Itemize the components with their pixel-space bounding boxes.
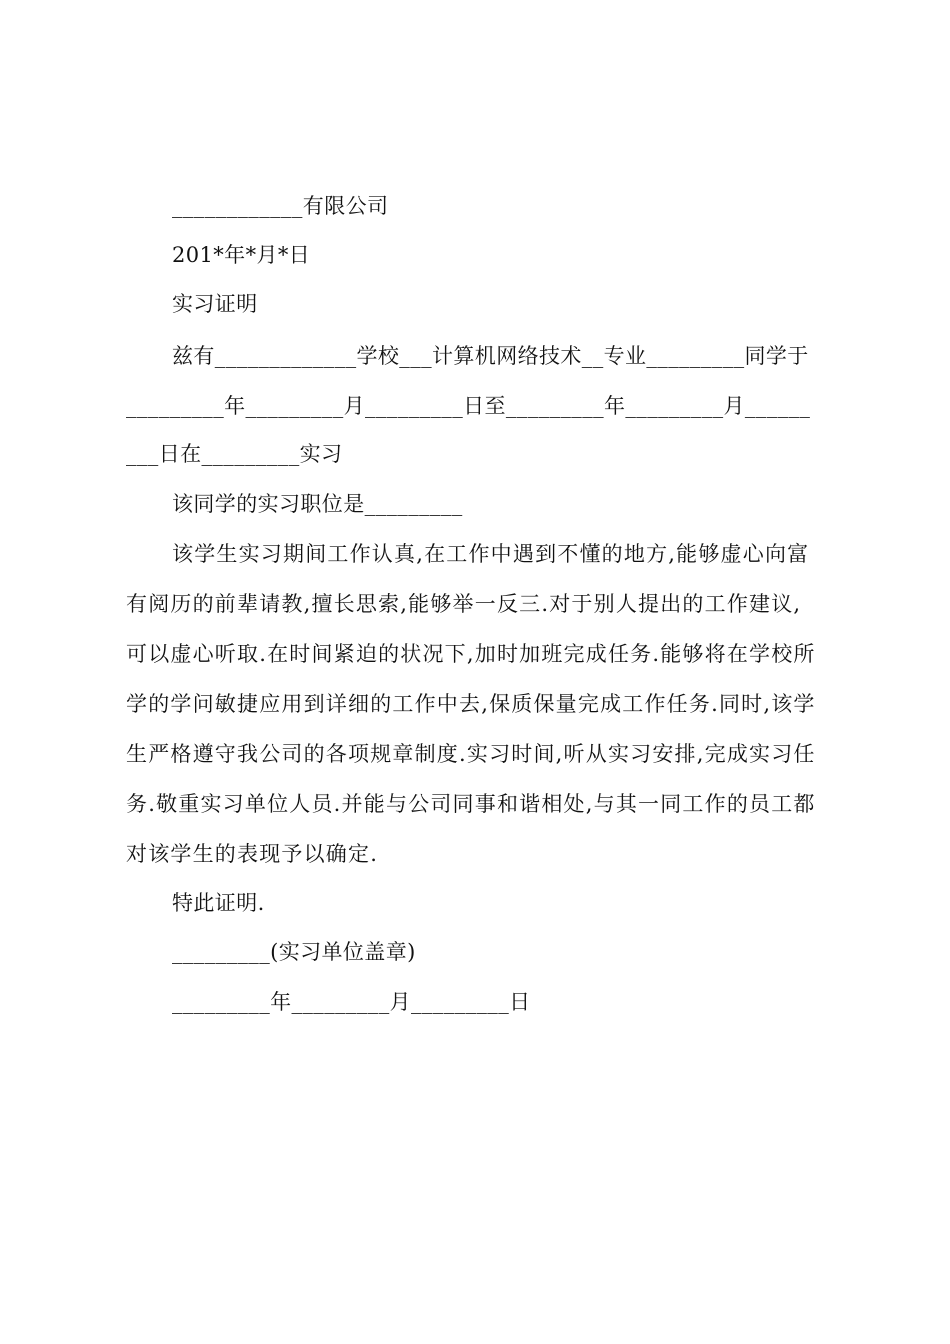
stamp-line: _________(实习单位盖章)	[172, 940, 416, 964]
closing-line: 特此证明.	[172, 891, 265, 915]
date-line: 201*年*月*日	[172, 243, 311, 267]
intro-line-2: _________年_________月_________日至_________年_________月______	[126, 394, 811, 418]
paragraph-line-5: 生严格遵守我公司的各项规章制度.实习时间,听从实习安排,完成实习任	[126, 742, 816, 766]
paragraph-line-3: 可以虚心听取.在时间紧迫的状况下,加时加班完成任务.能够将在学校所	[126, 642, 816, 666]
intro-line-1: 兹有_____________学校___计算机网络技术__专业_________同学于	[172, 344, 809, 368]
paragraph-line-6: 务.敬重实习单位人员.并能与公司同事和谐相处,与其一同工作的员工都	[126, 792, 816, 816]
paragraph-line-2: 有阅历的前辈请教,擅长思索,能够举一反三.对于别人提出的工作建议,	[126, 592, 802, 616]
document-title: 实习证明	[172, 292, 258, 316]
paragraph-line-7: 对该学生的表现予以确定.	[126, 842, 379, 866]
company-name-line: ____________有限公司	[172, 194, 389, 218]
position-line: 该同学的实习职位是_________	[172, 492, 463, 516]
signature-date-line: _________年_________月_________日	[172, 990, 531, 1014]
paragraph-line-4: 学的学问敏捷应用到详细的工作中去,保质保量完成工作任务.同时,该学	[126, 692, 816, 716]
intro-line-3: ___日在_________实习	[126, 442, 343, 466]
paragraph-line-1: 该学生实习期间工作认真,在工作中遇到不懂的地方,能够虚心向富	[172, 542, 810, 566]
